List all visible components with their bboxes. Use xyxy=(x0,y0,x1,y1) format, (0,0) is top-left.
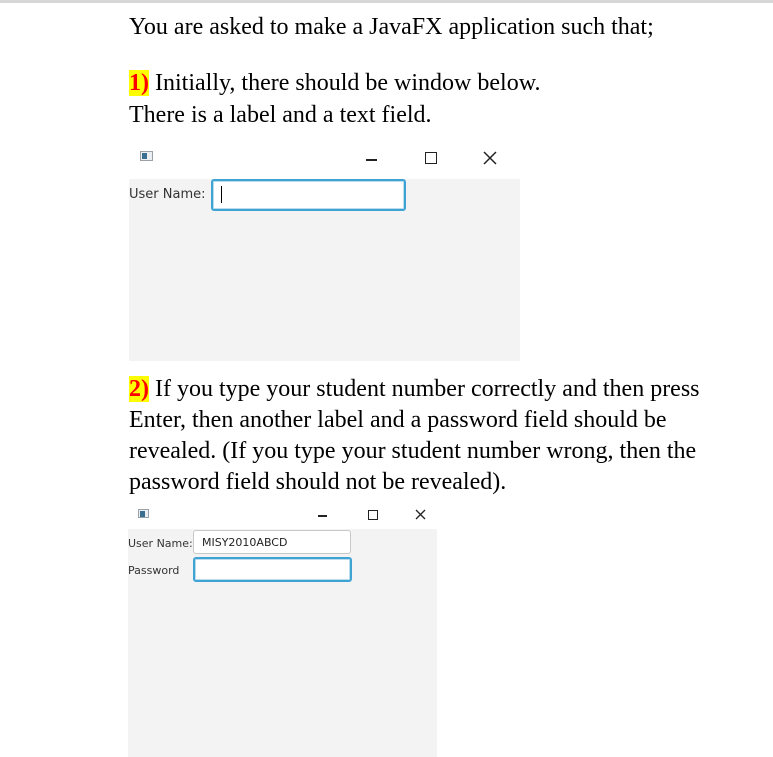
step-2-line-2: Enter, then another label and a password field should be xyxy=(129,407,667,433)
app-icon xyxy=(140,151,153,161)
username-input[interactable]: MISY2010ABCD xyxy=(193,530,351,554)
window-1-titlebar xyxy=(129,142,520,178)
step-2-line-3: revealed. (If you type your student number wrong, then the xyxy=(129,438,697,464)
intro-text: You are asked to make a JavaFX application such that; xyxy=(129,14,654,40)
username-input[interactable] xyxy=(211,179,406,211)
step-1-line-1 xyxy=(129,68,540,99)
username-label: User Name: xyxy=(129,187,206,202)
password-input[interactable] xyxy=(193,557,352,582)
step-2-number: 2) xyxy=(129,376,149,402)
maximize-icon[interactable] xyxy=(368,510,378,520)
step-2-line-1 xyxy=(129,374,700,405)
window-1-content xyxy=(129,179,520,361)
app-icon xyxy=(138,509,149,518)
step-1-text-1: Initially, there should be window below. xyxy=(155,70,541,96)
username-label: User Name: xyxy=(128,537,193,550)
window-2-titlebar xyxy=(128,501,437,529)
maximize-icon[interactable] xyxy=(425,152,437,164)
minimize-icon[interactable] xyxy=(318,515,327,517)
close-icon[interactable] xyxy=(415,509,426,520)
step-2-text-1: If you type your student number correctly and then press xyxy=(155,376,700,402)
window-2-content xyxy=(128,529,437,757)
minimize-icon[interactable] xyxy=(366,159,377,161)
step-1-line-2: There is a label and a text field. xyxy=(129,102,432,128)
close-icon[interactable] xyxy=(483,151,497,165)
step-1-number: 1) xyxy=(129,70,149,96)
text-caret xyxy=(221,186,222,203)
step-2-line-4: password field should not be revealed). xyxy=(129,469,507,495)
password-label: Password xyxy=(128,564,180,577)
page-top-border xyxy=(0,0,773,3)
